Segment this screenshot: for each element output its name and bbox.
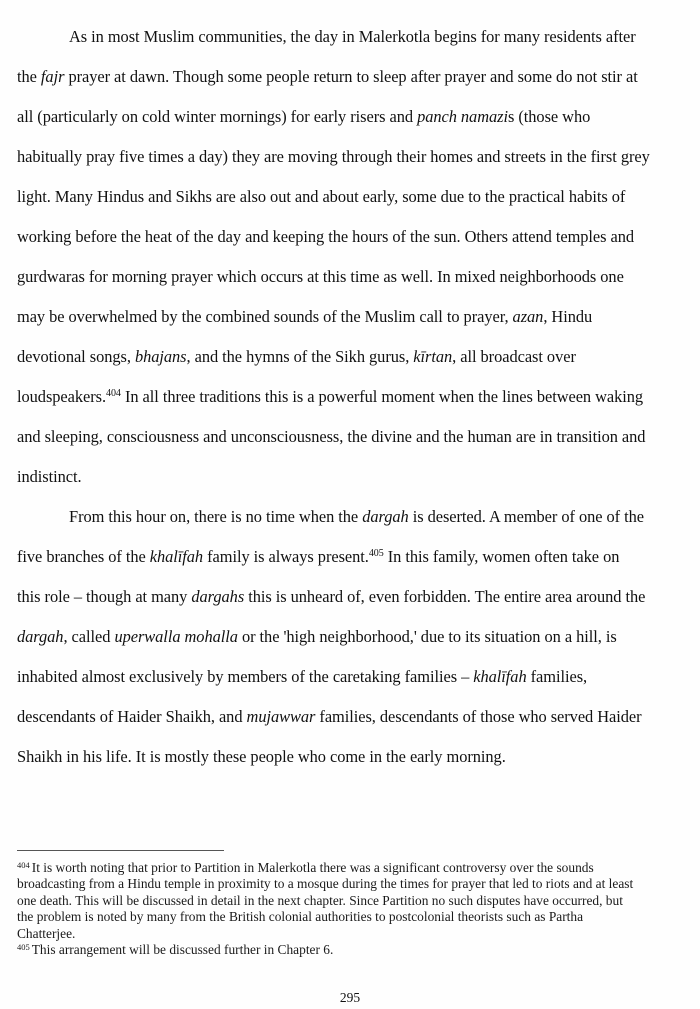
footnote-number: 404: [17, 860, 30, 870]
paragraph-2-line: this role – though at many dargahs this is unheard of, even forbidden. The entire area around the: [17, 587, 646, 606]
italic-term: kīrtan: [413, 347, 453, 366]
paragraph-2-line: inhabited almost exclusively by members of the caretaking families – khalīfah families,: [17, 667, 588, 686]
paragraph-1-line: may be overwhelmed by the combined sounds of the Muslim call to prayer, azan, Hindu: [17, 307, 593, 326]
footnote-405-line: $^{405}$ This arrangement will be discussed further in Chapter 6.: [17, 942, 334, 957]
italic-term: panch namazi: [417, 107, 508, 126]
paragraph-1-line: and sleeping, consciousness and unconsciousness, the divine and the human are in transition and: [17, 427, 646, 446]
paragraph-2-line: dargah, called uperwalla mohalla or the 'high neighborhood,' due to its situation on a hill, is: [17, 627, 617, 646]
paragraph-1-line: working before the heat of the day and keeping the hours of the sun. Others attend temples and: [17, 227, 635, 246]
italic-term: uperwalla mohalla: [114, 627, 238, 646]
paragraph-1-line: the fajr prayer at dawn. Though some people return to sleep after prayer and some do not stir at: [17, 67, 638, 86]
paragraph-1-line: indistinct.: [17, 467, 82, 486]
paragraph-1-line: habitually pray five times a day) they are moving through their homes and streets in the first grey: [17, 147, 650, 166]
paragraph-2-line: five branches of the khalīfah family is always present.$^{405}$ In this family, women often take on: [17, 547, 620, 566]
italic-term: bhajans: [134, 347, 187, 366]
footnote-404-line: one death. This will be discussed in detail in the next chapter. Since Partition no such disputes have occurred, but: [17, 892, 623, 908]
paragraph-1-line: loudspeakers.$^{404}$ In all three traditions this is a powerful moment when the lines between waking: [17, 387, 644, 406]
footnote-separator: [17, 850, 224, 851]
paragraph-1-line: light. Many Hindus and Sikhs are also out and about early, some due to the practical habits of: [17, 187, 626, 206]
footnote-ref[interactable]: 405: [368, 548, 384, 559]
paragraph-2-line: From this hour on, there is no time when the dargah is deserted. A member of one of the: [69, 507, 644, 526]
italic-term: dargah: [17, 627, 64, 646]
italic-term: mujawwar: [246, 707, 316, 726]
italic-term: dargahs: [191, 587, 245, 606]
paragraph-1-line: As in most Muslim communities, the day in Malerkotla begins for many residents after: [69, 27, 636, 46]
italic-term: fajr: [40, 67, 65, 86]
paragraph-2-line: descendants of Haider Shaikh, and mujawwar families, descendants of those who served Haider: [17, 707, 642, 726]
footnote-404-line: $^{404}$ It is worth noting that prior to Partition in Malerkotla there was a significant controversy over the sounds: [17, 860, 594, 875]
italic-term: azan: [512, 307, 544, 326]
italic-term: khalīfah: [149, 547, 204, 566]
footnote-404-line: the problem is noted by many from the British colonial authorities to postcolonial theorists such as Partha: [17, 909, 584, 925]
paragraph-1-line: devotional songs, bhajans, and the hymns of the Sikh gurus, kīrtan, all broadcast over: [17, 347, 576, 366]
page-number: 295: [339, 990, 361, 1005]
footnote-404-line: broadcasting from a Hindu temple in proximity to a mosque during the times for prayer that led to riots and at least: [17, 876, 634, 892]
footnote-number: 405: [17, 942, 30, 952]
italic-term: khalīfah: [473, 667, 527, 686]
paragraph-1-line: gurdwaras for morning prayer which occurs at this time as well. In mixed neighborhoods one: [17, 267, 624, 286]
footnote-ref[interactable]: 404: [106, 388, 121, 399]
footnote-404-line: Chatterjee.: [17, 925, 76, 941]
paragraph-1-line: all (particularly on cold winter mornings) for early risers and panch namazis (those who: [17, 107, 591, 126]
paragraph-2-line: Shaikh in his life. It is mostly these people who come in the early morning.: [17, 747, 506, 766]
italic-term: dargah: [362, 507, 409, 526]
